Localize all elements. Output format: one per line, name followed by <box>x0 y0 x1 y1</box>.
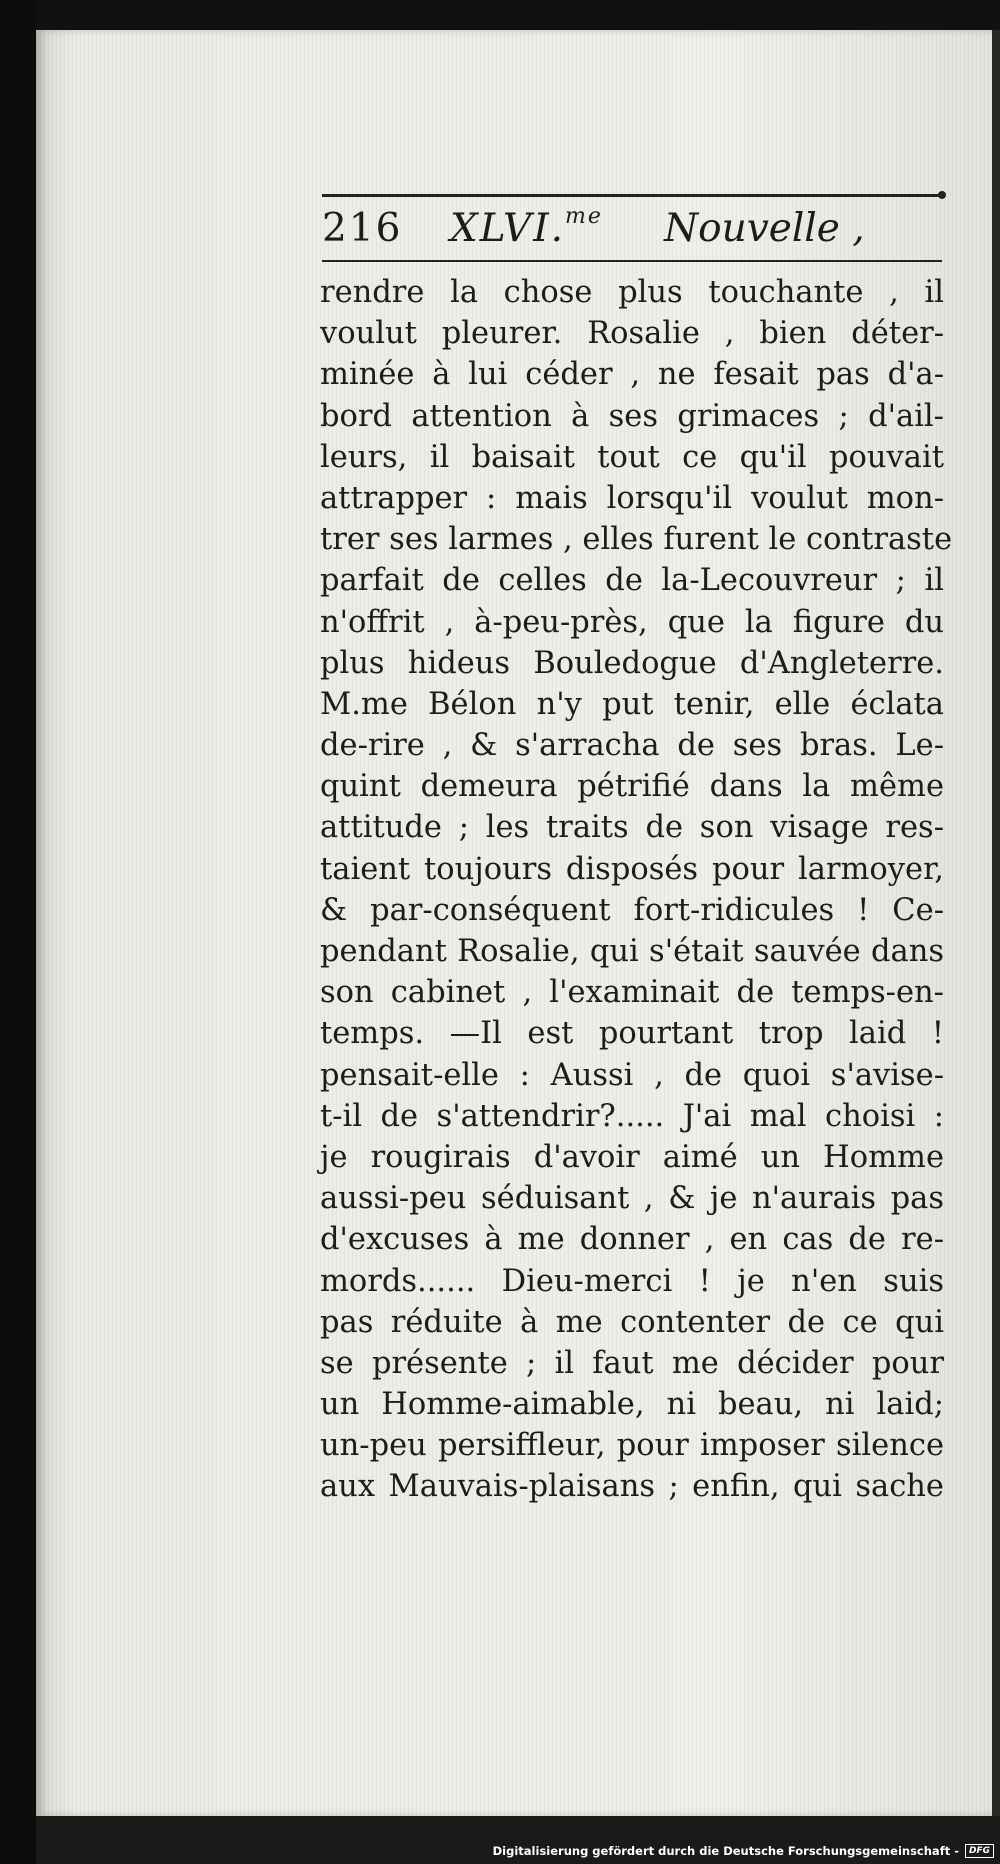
text-line: temps. —Il est pourtant trop laid ! <box>320 1016 944 1052</box>
text-line: plus hideus Bouledogue d'Angleterre. <box>320 645 944 681</box>
text-line: un-peu persiffleur, pour imposer silence <box>320 1428 944 1464</box>
text-line: quint demeura pétrifié dans la même <box>320 769 944 805</box>
text-line: un Homme-aimable, ni beau, ni laid; <box>320 1387 944 1423</box>
text-line: voulut pleurer. Rosalie , bien déter- <box>320 316 944 352</box>
credit-text: Digitalisierung gefördert durch die Deutsche Forschungsgemeinschaft - <box>492 1844 959 1858</box>
text-line: M.me Bélon n'y put tenir, elle éclata <box>320 686 944 722</box>
text-line: taient toujours disposés pour larmoyer, <box>320 851 944 887</box>
text-line: aussi-peu séduisant , & je n'aurais pas <box>320 1181 944 1217</box>
text-line: t-il de s'attendrir?..... J'ai mal choisi : <box>320 1098 944 1134</box>
scan-left-border <box>0 0 36 1864</box>
text-line: je rougirais d'avoir aimé un Homme <box>320 1139 944 1175</box>
page-number: 216 <box>322 206 403 251</box>
story-number <box>450 206 603 251</box>
text-line: pensait-elle : Aussi , de quoi s'avise- <box>320 1057 944 1093</box>
text-line: se présente ; il faut me décider pour <box>320 1345 944 1381</box>
dfg-logo: DFG <box>965 1844 994 1858</box>
text-line: de-rire , & s'arracha de ses bras. Le- <box>320 728 944 764</box>
running-header <box>322 202 942 256</box>
running-title: Nouvelle , <box>664 206 865 251</box>
header-bottom-rule <box>322 260 942 262</box>
text-line: pas réduite à me contenter de ce qui <box>320 1304 944 1340</box>
scan-top-border <box>0 0 1000 32</box>
header-top-rule <box>322 194 942 197</box>
page-edge <box>992 30 1000 1816</box>
text-line: d'excuses à me donner , en cas de re- <box>320 1222 944 1258</box>
text-line: rendre la chose plus touchante , il <box>320 275 944 310</box>
text-line: & par-conséquent fort-ridicules ! Ce- <box>320 892 944 928</box>
text-line: son cabinet , l'examinait de temps-en- <box>320 975 944 1011</box>
story-roman-superscript: me <box>565 204 603 229</box>
text-line: trer ses larmes , elles furent le contraste <box>320 522 953 558</box>
body-text <box>320 272 953 1508</box>
text-line: n'offrit , à-peu-près, que la figure du <box>320 604 944 640</box>
text-line: parfait de celles de la-Lecouvreur ; il <box>320 563 944 599</box>
text-line: attrapper : mais lorsqu'il voulut mon- <box>320 480 944 516</box>
text-line: pendant Rosalie, qui s'était sauvée dans <box>320 934 944 969</box>
text-line: mords...... Dieu-merci ! je n'en suis <box>320 1263 944 1299</box>
text-line: bord attention à ses grimaces ; d'ail- <box>320 398 944 434</box>
text-line: minée à lui céder , ne fesait pas d'a- <box>320 357 944 393</box>
text-line: aux Mauvais-plaisans ; enfin, qui sache <box>320 1469 944 1505</box>
story-roman: XLVI. <box>450 206 566 251</box>
text-line: attitude ; les traits de son visage res- <box>320 810 944 846</box>
text-line: leurs, il baisait tout ce qu'il pouvait <box>320 439 944 475</box>
digitization-credit <box>493 1840 994 1862</box>
